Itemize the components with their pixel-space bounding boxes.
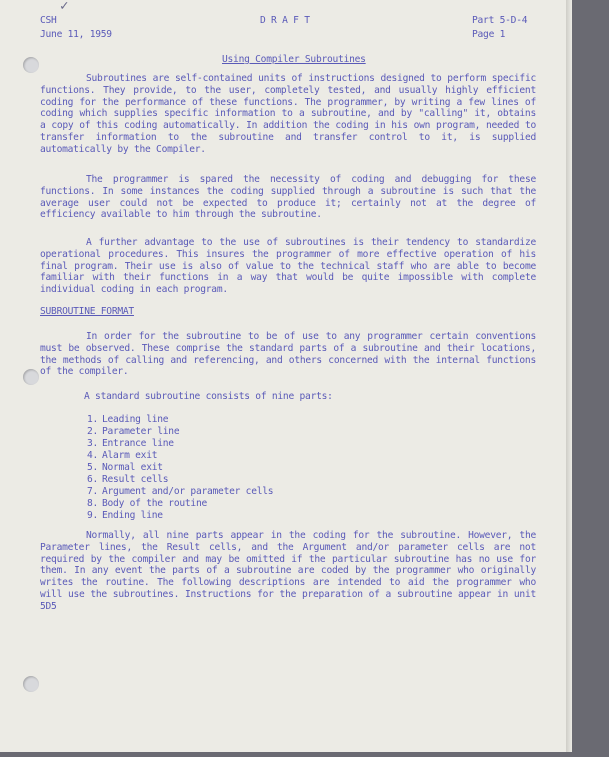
- list-item: 2. Parameter line: [87, 426, 180, 437]
- paragraph-1: Subroutines are self-contained units of instructions designed to perform specific functions. They provide, to the user, completely tested, and usually highly efficient coding for the performance of these functions. The programmer, by writing a few lines of coding which supplies specific information to a subroutine, and by "calling" it, obtains a copy of this coding automatically. In addition the coding in his own program, needed to transfer information to the subroutine and transfer control to it, is supplied automatically by the Compiler.: [40, 73, 536, 155]
- checkmark-icon: ✓: [60, 0, 69, 14]
- paragraph-3: A further advantage to the use of subroutines is their tendency to standardize operational procedures. This insures the programmer of more effective operation of his final program. Their use is also of value to the technical staff who are able to become familiar with their functions in a way that would be quite impossible with complete individual coding in each program.: [40, 237, 536, 296]
- list-item: 1. Leading line: [87, 414, 169, 425]
- binder-hole-middle: [23, 369, 39, 385]
- list-item: 3. Entrance line: [87, 438, 174, 449]
- section-heading: SUBROUTINE FORMAT: [40, 306, 134, 317]
- parts-list: [87, 414, 273, 522]
- binder-hole-bottom: [23, 676, 39, 692]
- list-item: 8. Body of the routine: [87, 498, 207, 509]
- list-item: 6. Result cells: [87, 474, 169, 485]
- list-item: 5. Normal exit: [87, 462, 163, 473]
- list-item: 9. Ending line: [87, 510, 163, 521]
- list-item: 4. Alarm exit: [87, 450, 158, 461]
- document-title: Using Compiler Subroutines: [222, 54, 366, 65]
- header-page: Page 1: [472, 29, 506, 40]
- list-intro: A standard subroutine consists of nine parts:: [84, 391, 333, 402]
- header-date: June 11, 1959: [40, 29, 112, 40]
- closing-paragraph: Normally, all nine parts appear in the coding for the subroutine. However, the Parameter lines, the Result cells, and the Argument and/or parameter cells are not required by the compiler and may be omitted if the particular subroutine has no use for them. In any event the parts of a subroutine are coded by the programmer who originally writes the routine. The following descriptions are intended to aid the programmer who will use the subroutines. Instructions for the preparation of a subroutine appear in unit 5D5: [40, 530, 536, 612]
- format-paragraph: In order for the subroutine to be of use to any programmer certain conventions must be observed. These comprise the standard parts of a subroutine and their locations, the methods of calling and referencing, and others concerned with the internal functions of the compiler.: [40, 331, 536, 378]
- header-draft: D R A F T: [260, 15, 310, 26]
- paragraph-2: The programmer is spared the necessity of coding and debugging for these functions. In some instances the coding supplied through a subroutine is such that the average user could not be expected to produce it; certainly not at the degree of efficiency available to him through the subroutine.: [40, 174, 536, 221]
- page-edge-shadow: [566, 0, 572, 752]
- header-org: CSH: [40, 15, 57, 26]
- header-part: Part 5-D-4: [472, 15, 528, 26]
- list-item: 7. Argument and/or parameter cells: [87, 486, 274, 497]
- binder-hole-top: [23, 57, 39, 73]
